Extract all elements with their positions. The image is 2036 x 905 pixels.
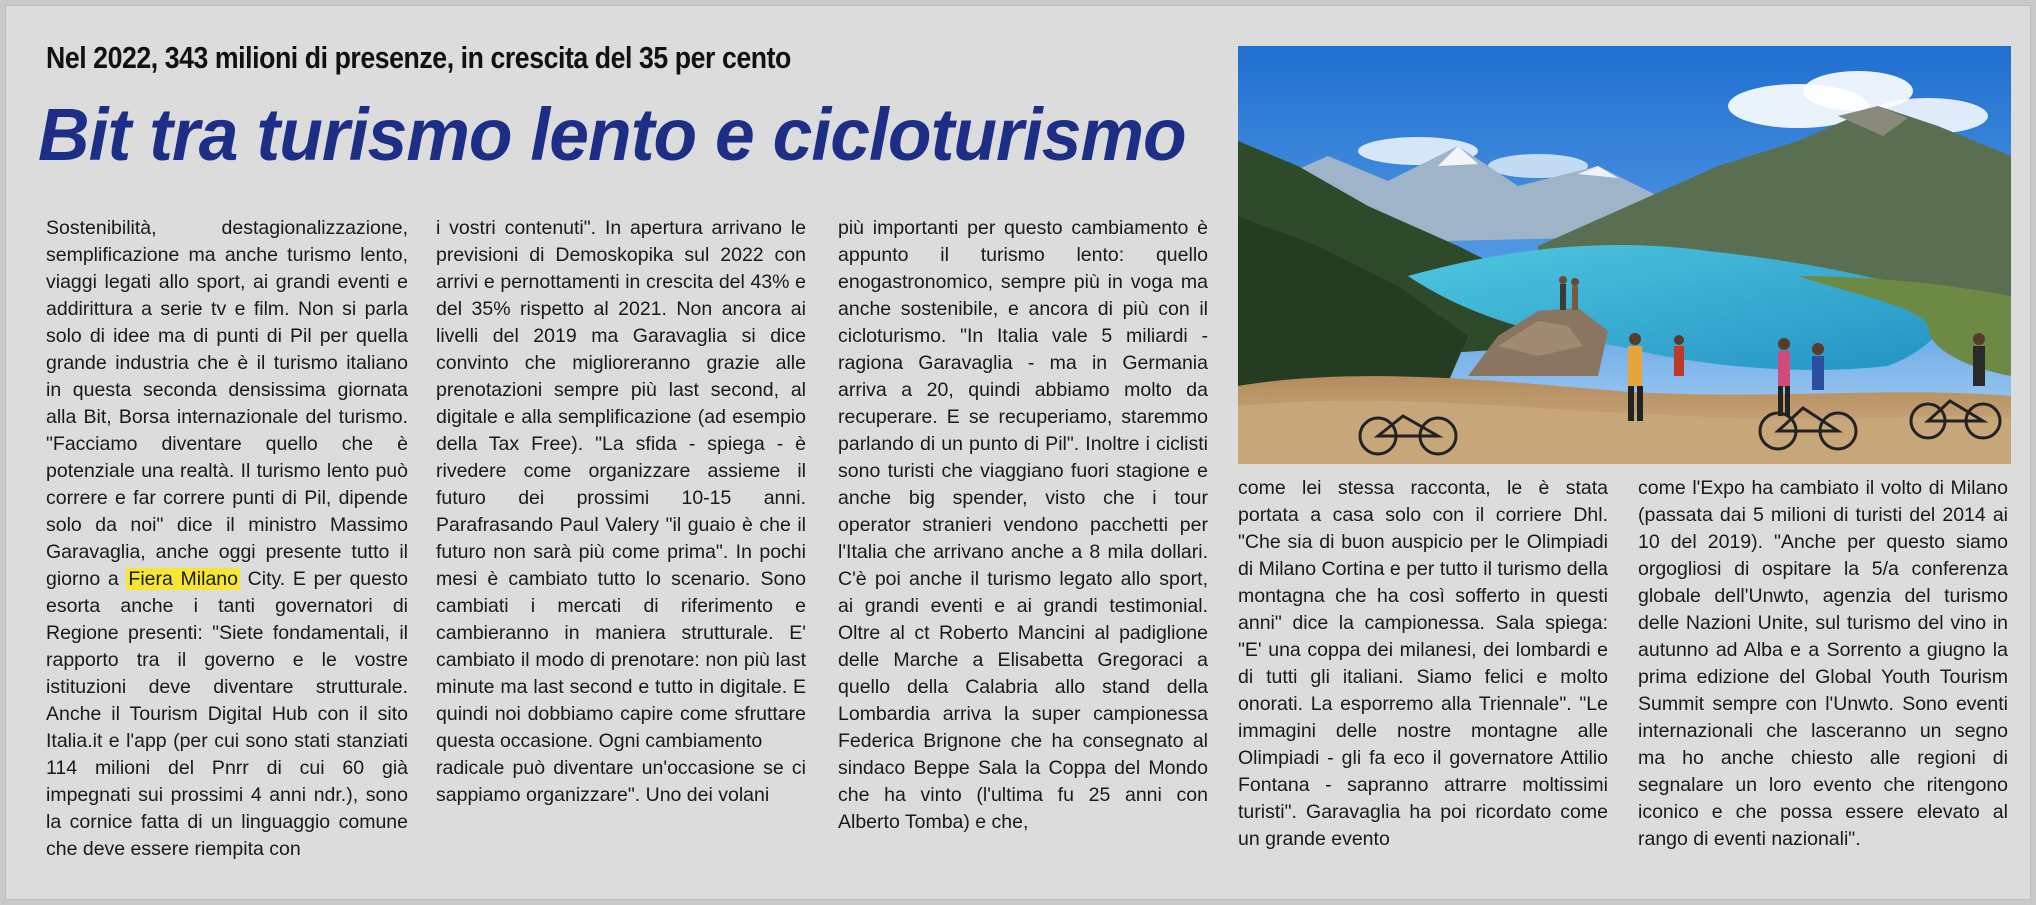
- article-column-1: [46, 215, 408, 863]
- column-2-paragraph-1: i vostri contenuti". In apertura arrivano le previsioni di Demoskopika sul 2022 con arrivi e pernottamenti in crescita del 43% e del 35% rispetto al 2021. Non ancora ai livelli del 2019 ma Garavaglia si dice convinto che miglioreranno grazie alle prenotazioni sempre più last second, al digitale e alla semplificazione (ad esempio della Tax Free). "La sfida - spiega - è rivedere come organizzare assieme il futuro dei prossimi 10-15 anni. Parafrasando Paul Valery "il guaio è che il futuro non sarà più come prima". In pochi mesi è cambiato tutto lo scenario. Sono cambiati i mercati di riferimento e cambieranno in maniera strutturale. E' cambiato il modo di prenotare: non più last minute ma last second e tutto in digitale. E quindi noi dobbiamo capire come sfruttare questa occasione. Ogni cambiamento: [436, 217, 806, 752]
- mountain-lake-cyclists-icon: [1238, 46, 2011, 464]
- article-kicker: Nel 2022, 343 milioni di presenze, in crescita del 35 per cento: [46, 40, 791, 75]
- column-1-text: Sostenibilità, destagionalizzazione, semplificazione ma anche turismo lento, viaggi legati allo sport, ai grandi eventi e addirittura a serie tv e film. Non si parla solo di idee ma di punti di Pil per quella grande industria che è il turismo italiano in questa seconda densissima giornata alla Bit, Borsa internazionale del turismo. "Facciamo diventare quello che è potenziale una realtà. Il turismo lento può correre e far correre punti di Pil, dipende solo da noi" dice il ministro Massimo Garavaglia, anche oggi presente tutto il giorno a: [46, 217, 408, 590]
- mountain-lake-photo: [1238, 46, 2011, 464]
- highlighted-text: Fiera Milano: [128, 568, 238, 590]
- article-column-2: [436, 215, 806, 809]
- column-1-continued: City. E per questo esorta anche i tanti governatori di Regione presenti: "Siete fondamentali, il rapporto tra il governo e le vostre istituzioni deve diventare strutturale. Anche il Tourism Digital Hub con il sito Italia.it e l'app (per cui sono stati stanziati 114 milioni del Pnrr di cui 60 già impegnati sui prossimi 4 anni ndr.), sono la cornice fatta di un linguaggio comune che deve essere riempita con: [46, 568, 408, 860]
- newspaper-page: [5, 5, 2031, 900]
- column-2-paragraph-2: radicale può diventare un'occasione se ci sappiamo organizzare". Uno dei volani: [436, 757, 806, 806]
- article-headline: Bit tra turismo lento e cicloturismo: [38, 93, 1186, 176]
- article-column-5: come l'Expo ha cambiato il volto di Milano (passata dai 5 milioni di turisti del 2014 ai 10 del 2019). "Anche per questo siamo orgogliosi di ospitare la 5/a conferenza globale dell'Unwto, agenzia del turismo delle Nazioni Unite, sul turismo del vino in autunno ad Alba e a Sorrento a giugno la prima edizione del Global Youth Tourism Summit sempre con l'Unwto. Sono eventi internazionali che lasceranno un segno ma ho anche chiesto alle regioni di segnalare un loro evento che ritengono iconico e che possa essere elevato al rango di eventi nazionali".: [1638, 477, 2008, 850]
- article-column-3: più importanti per questo cambiamento è appunto il turismo lento: quello enogastronomico, sempre più in voga ma anche sostenibile, e ancora di più con il cicloturismo. "In Italia vale 5 miliardi - ragiona Garavaglia - ma in Germania arriva a 20, quindi abbiamo molto da recuperare. E se recuperiamo, staremmo parlando di un punto di Pil". Inoltre i ciclisti sono turisti che viaggiano fuori stagione e anche big spender, visto che i tour operator stranieri vendono pacchetti per l'Italia che arrivano anche a 8 mila dollari. C'è poi anche il turismo legato allo sport, ai grandi eventi e ai grandi testimonial. Oltre al ct Roberto Mancini al padiglione delle Marche a Elisabetta Gregoraci a quello della Calabria allo stand della Lombardia arriva la super campionessa Federica Brignone che ha consegnato al sindaco Beppe Sala la Coppa del Mondo che ha vinto (l'ultima fu 25 anni con Alberto Tomba) e che,: [838, 217, 1208, 833]
- article-column-4: come lei stessa racconta, le è stata portata a casa solo con il corriere Dhl. "Che sia di buon auspicio per le Olimpiadi di Milano Cortina e per tutto il turismo della montagna che ha così sofferto in questi anni" dice la campionessa. Sala spiega: "E' una coppa dei milanesi, dei lombardi e di tutti gli italiani. Siamo felici e molto onorati. La esporremo alla Triennale". "Le immagini delle nostre montagne alle Olimpiadi - gli fa eco il governatore Attilio Fontana - sapranno attrarre moltissimi turisti". Garavaglia ha poi ricordato come un grande evento: [1238, 477, 1608, 850]
